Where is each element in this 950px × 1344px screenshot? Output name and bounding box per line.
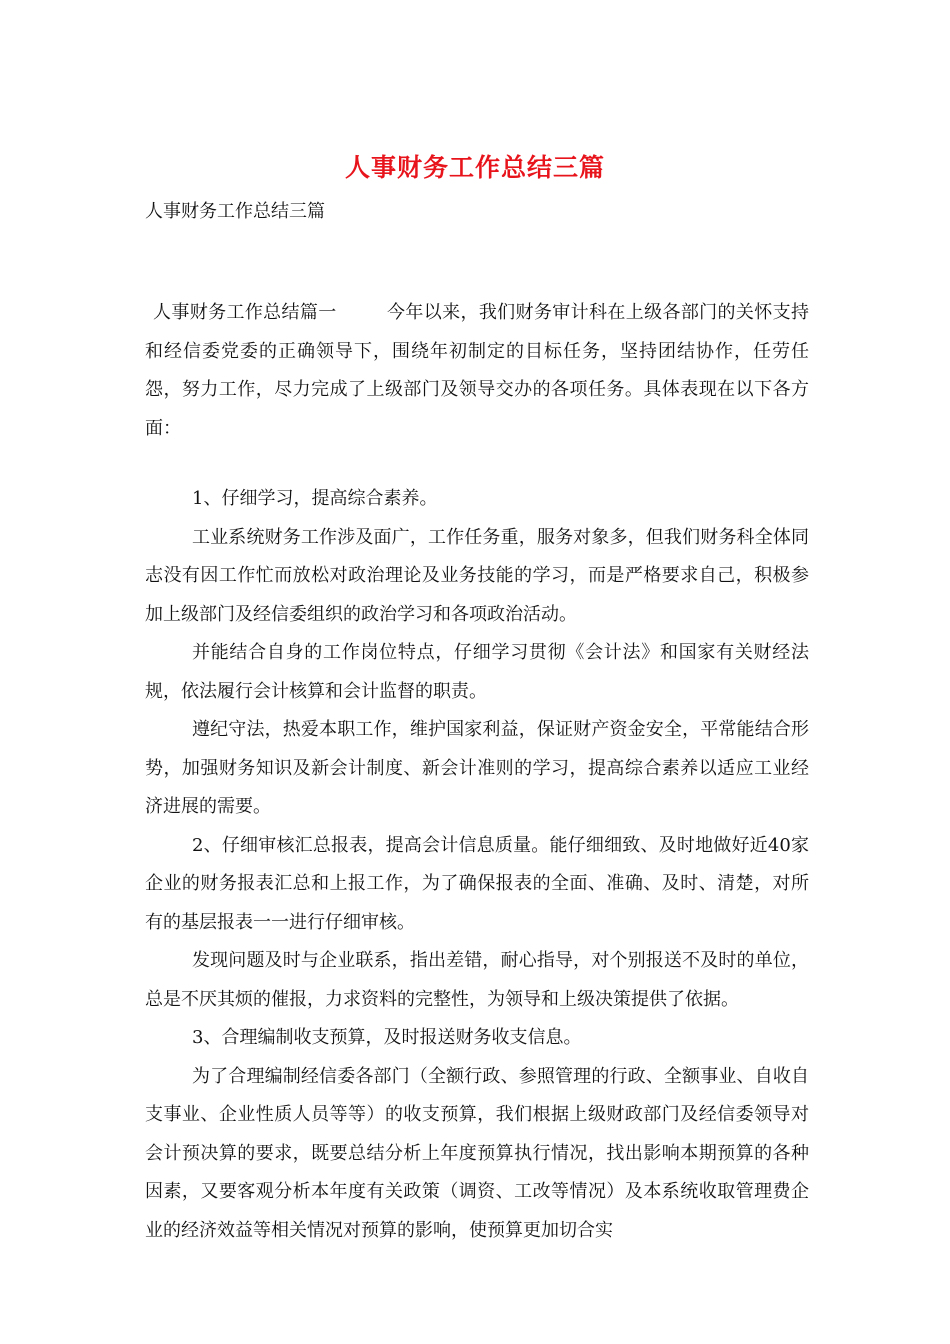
body-paragraph: 为了合理编制经信委各部门（全额行政、参照管理的行政、全额事业、自收自支事业、企业性质人员等等）的收支预算，我们根据上级财政部门及经信委领导对会计预决算的要求，既要总结分析上年度预算执行情况，找出影响本期预算的各种因素，又要客观分析本年度有关政策（调资、工改等情况）及本系统收取管理费企业的经济效益等相关情况对预算的影响，使预算更加切合实 <box>145 1065 809 1241</box>
body-paragraph: 工业系统财务工作涉及面广，工作任务重，服务对象多，但我们财务科全体同志没有因工作忙而放松对政治理论及业务技能的学习，而是严格要求自己，积极参加上级部门及经信委组织的政治学习和各项政治活动。 <box>145 526 809 625</box>
section-heading-1: 1、仔细学习，提高综合素养。 <box>192 488 438 509</box>
body-paragraph: 并能结合自身的工作岗位特点，仔细学习贯彻《会计法》和国家有关财经法规，依法履行会计核算和会计监督的职责。 <box>145 642 809 702</box>
body-paragraph: 遵纪守法，热爱本职工作，维护国家利益，保证财产资金安全，平常能结合形势，加强财务知识及新会计制度、新会计准则的学习，提高综合素养以适应工业经济进展的需要。 <box>145 719 809 817</box>
body-sections <box>145 480 809 1250</box>
section-heading-3: 3、合理编制收支预算，及时报送财务收支信息。 <box>192 1027 582 1048</box>
intro-text: 今年以来，我们财务审计科在上级各部门的关怀支持和经信委党委的正确领导下，围绕年初制定的目标任务，坚持团结协作，任劳任怨，努力工作，尽力完成了上级部门及领导交办的各项任务。具体表现在以下各方面： <box>145 302 810 439</box>
intro-lead: 人事财务工作总结篇一 <box>153 302 337 323</box>
document-title: 人事财务工作总结三篇 <box>344 153 605 182</box>
body-paragraph: 发现问题及时与企业联系，指出差错，耐心指导，对个别报送不及时的单位，总是不厌其烦的催报，力求资料的完整性，为领导和上级决策提供了依据。 <box>145 950 809 1010</box>
section-heading-2: 2、仔细审核汇总报表，提高会计信息质量。能仔细细致、及时地做好近40家企业的财务报表汇总和上报工作，为了确保报表的全面、准确、及时、清楚，对所有的基层报表一一进行仔细审核。 <box>145 834 809 933</box>
document-subtitle: 人事财务工作总结三篇 <box>145 201 325 222</box>
intro-paragraph <box>145 294 809 448</box>
